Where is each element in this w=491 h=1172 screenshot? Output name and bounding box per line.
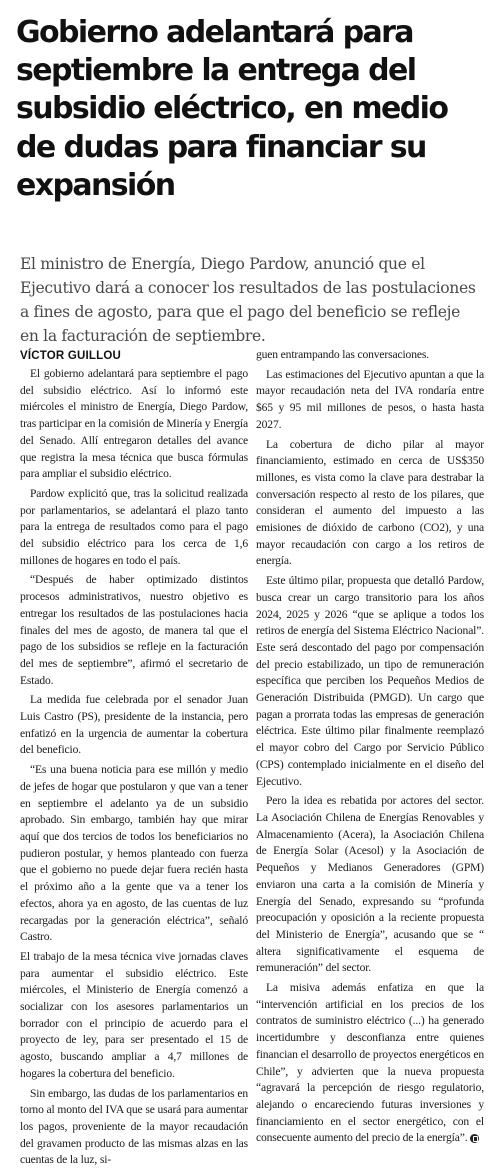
byline: VÍCTOR GUILLOU (20, 350, 121, 362)
headline: Gobierno adelantará para septiembre la entrega del subsidio eléctrico, en medio de dudas para financiar su expansión (16, 15, 448, 203)
paragraph: Este último pilar, propuesta que detalló Pardow, busca crear un cargo transitorio para los años 2024, 2025 y 2026 “que se aplique a todos los retiros de energía del Sistema Eléctrico Nacional”. Este será descontado del pago por compensación del precio estabilizado, un tipo de remuneración específica que perciben los Pequeños Medios de Generación Distribuida (PMGD). Un cargo que pagan a prorrata todas las empresas de generación eléctrica. Este último pilar finalmente reemplazó el mayor cobro del Cargo por Servicio Público (CPS) contemplado inicialmente en el diseño del Ejecutivo. (256, 574, 484, 788)
paragraph: La medida fue celebrada por el senador Juan Luis Castro (PS), presidente de la instancia, pero enfatizó en la urgencia de aumentar la cobertura del beneficio. (20, 693, 248, 757)
left-column (20, 366, 248, 1172)
lead-paragraph: El ministro de Energía, Diego Pardow, anunció que el Ejecutivo dará a conocer los resultados de las postulaciones a fines de agosto, para que el pago del beneficio se refleje en la facturación de septiembre. (20, 255, 476, 345)
paragraph: “Después de haber optimizado distintos procesos administrativos, nuestro objetivo es entregar los resultados de las postulaciones hacia finales del mes de agosto, de manera tal que el pago de los subsidios se refleje en la facturación del mes de septiembre”, afirmó el secretario de Estado. (20, 573, 248, 687)
right-column (256, 347, 484, 1150)
paragraph: guen entrampando las conversaciones. (256, 348, 429, 361)
paragraph: La cobertura de dicho pilar al mayor financiamiento, estimado en cerca de US$350 millones, es vista como la clave para destrabar la conversación respecto al resto de los pilares, que consideran el aumento del impuesto a las emisiones de dióxido de carbono (CO2), y una mayor recaudación con cargo a los retiros de energía. (256, 437, 484, 568)
last-paragraph (256, 980, 484, 1147)
paragraph: Pardow explicitó que, tras la solicitud realizada por parlamentarios, se adelantará el plazo tanto para la entrega de resultados como para el pago del subsidio eléctrico para los cerca de 1,6 millones de hogares en todo el país. (20, 486, 248, 567)
paragraph: El trabajo de la mesa técnica vive jornadas claves para aumentar el subsidio eléctrico. Este miércoles, el Ministerio de Energía comenzó a socializar con los asesores parlamentarios un borrador con el principio de acuerdo para el proyecto de ley, para ser presentado el 15 de agosto, buscando ampliar a 4,7 millones de hogares la cobertura del beneficio. (20, 949, 248, 1080)
paragraph: El gobierno adelantará para septiembre el pago del subsidio eléctrico. Así lo informó este miércoles el ministro de Energía, Diego Pardow, tras participar en la comisión de Minería y Energía del Senado. Allí entregaron detalles del avance que registra la mesa técnica que busca fórmulas para ampliar el subsidio eléctrico. (20, 367, 248, 481)
paragraph-text: La misiva además enfatiza en que la “intervención artificial en los precios de los contratos de suministro eléctrico (...) ha generado incertidumbre y desconfianza entre quienes financian el desarrollo de proyectos energéticos en Chile”, y advierten que la nueva propuesta “agravará la percepción de riesgo regulatorio, alejando o encareciendo futuras inversiones y financiamiento en el sector energético, con el consecuente aumento del precio de la energía”. (256, 981, 484, 1145)
paragraph: Sin embargo, las dudas de los parlamentarios en torno al monto del IVA que se usará para aumentar los pagos, proveniente de la mayor recaudación del gravamen producto de las mismas alzas en las cuentas de la luz, si- (20, 1086, 248, 1167)
paragraph: Pero la idea es rebatida por actores del sector. La Asociación Chilena de Energías Renovables y Almacenamiento (Acera), la Asociación Chilena de Energía Solar (Acesol) y la Asociación de Pequeños y Medianos Generadores (GPM) enviaron una carta a la comisión de Minería y Energía del Senado, expresando su “profunda preocupación y oposición a la reciente propuesta del Ministerio de Energía”, acusando que se “ altera significativamente el esquema de remuneración” del sector. (256, 794, 484, 975)
paragraph: “Es una buena noticia para ese millón y medio de jefes de hogar que postularon y que van a tener en septiembre el adelanto ya de un subsidio aprobado. Sin embargo, también hay que mirar aquí que dos tercios de todos los beneficiarios no pudieron postular, y hemos planteado con fuerza que el gobierno no puede dejar fuera recién hasta el próximo año a la gente que va a tener los efectos, ahora ya en agosto, de las cuentas de luz recargadas por la generación eléctrica”, señaló Castro. (20, 763, 248, 944)
end-of-article-icon (470, 1134, 479, 1143)
paragraph: Las estimaciones del Ejecutivo apuntan a que la mayor recaudación neta del IVA rondaría entre $65 y 95 mil millones de pesos, o hasta hasta 2027. (256, 367, 484, 431)
